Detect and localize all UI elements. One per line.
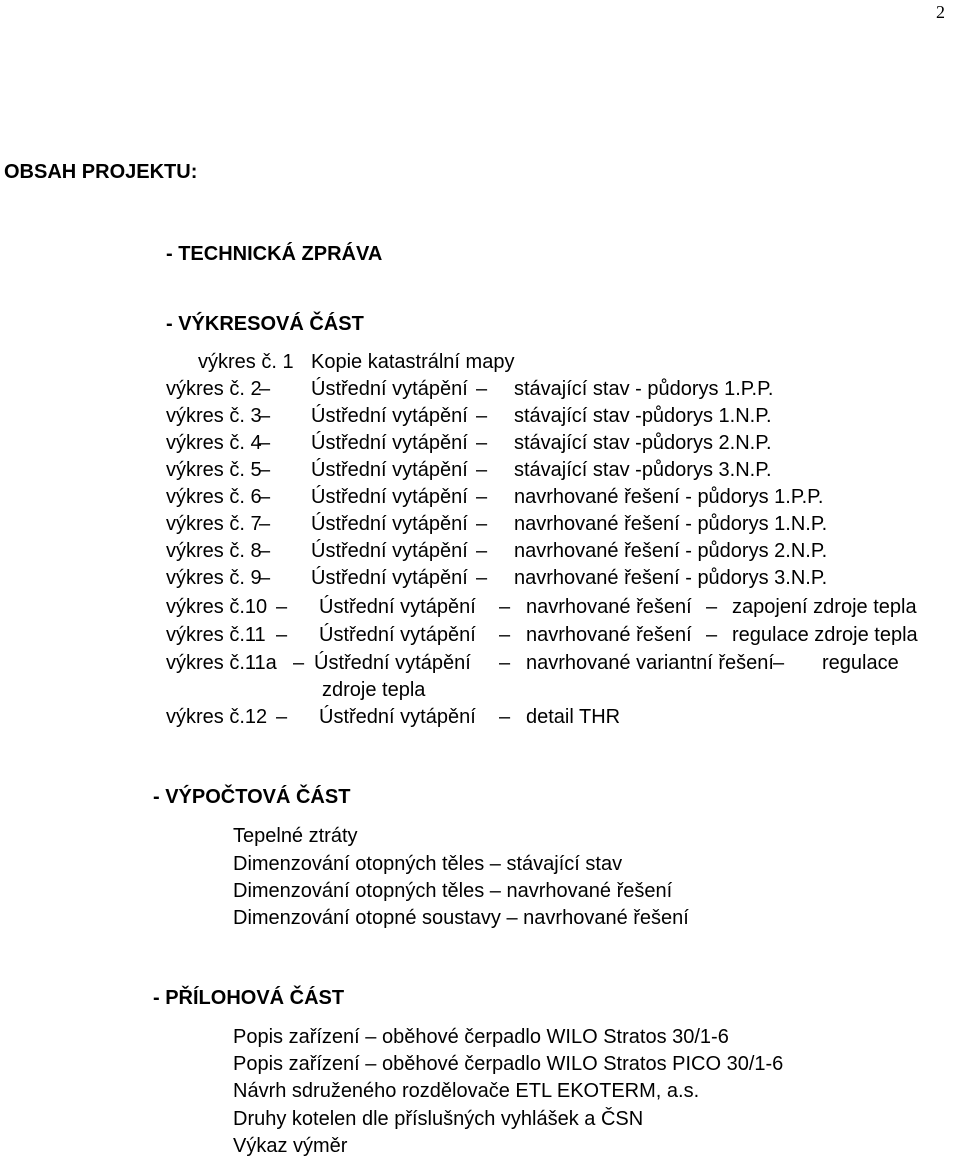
dash: –: [476, 513, 488, 535]
dash: –: [259, 432, 271, 454]
dash: –: [476, 567, 488, 589]
drawing-sub: stávající stav -půdorys 1.N.P.: [514, 405, 772, 427]
attachment-item: Popis zařízení – oběhové čerpadlo WILO Stratos 30/1-6: [233, 1026, 729, 1048]
dash: –: [773, 652, 785, 674]
page-number: 2: [936, 2, 945, 22]
drawing-desc: Ústřední vytápění: [311, 459, 468, 481]
drawing-label: výkres č. 4: [166, 432, 262, 454]
section-prilohova: - PŘÍLOHOVÁ ČÁST: [153, 987, 345, 1009]
drawing-sub2: regulace zdroje tepla: [732, 624, 918, 646]
section-vypoctova: - VÝPOČTOVÁ ČÁST: [153, 786, 351, 808]
drawing-sub: stávající stav -půdorys 3.N.P.: [514, 459, 772, 481]
drawing-label: výkres č. 6: [166, 486, 262, 508]
drawing-sub: navrhované řešení: [526, 624, 692, 646]
page-title: OBSAH PROJEKTU:: [4, 161, 198, 183]
dash: –: [706, 596, 718, 618]
drawing-desc: Ústřední vytápění: [311, 405, 468, 427]
drawing-desc: Ústřední vytápění: [311, 486, 468, 508]
dash: –: [276, 706, 288, 728]
dash: –: [259, 486, 271, 508]
calc-item: Dimenzování otopné soustavy – navrhované řešení: [233, 907, 689, 929]
calc-item: Dimenzování otopných těles – navrhované řešení: [233, 880, 673, 902]
dash: –: [476, 459, 488, 481]
dash: –: [276, 624, 288, 646]
drawing-label: výkres č. 9: [166, 567, 262, 589]
drawing-sub: stávající stav - půdorys 1.P.P.: [514, 378, 774, 400]
dash: –: [476, 540, 488, 562]
drawing-sub2: zapojení zdroje tepla: [732, 596, 917, 618]
dash: –: [499, 706, 511, 728]
drawing-label: výkres č. 1: [198, 351, 294, 373]
drawing-sub: detail THR: [526, 706, 621, 728]
drawing-label: výkres č.11: [166, 624, 266, 646]
attachment-item: Výkaz výměr: [233, 1135, 348, 1157]
dash: –: [259, 567, 271, 589]
drawing-label: výkres č. 2: [166, 378, 262, 400]
dash: –: [276, 596, 288, 618]
drawing-label: výkres č. 5: [166, 459, 262, 481]
drawing-sub: navrhované řešení - půdorys 2.N.P.: [514, 540, 828, 562]
dash: –: [259, 378, 271, 400]
drawing-sub: navrhované řešení - půdorys 1.P.P.: [514, 486, 824, 508]
drawing-sub: navrhované řešení - půdorys 1.N.P.: [514, 513, 828, 535]
drawing-desc: Kopie katastrální mapy: [311, 351, 515, 373]
dash: –: [476, 405, 488, 427]
calc-item: Dimenzování otopných těles – stávající stav: [233, 853, 623, 875]
dash: –: [499, 652, 511, 674]
dash: –: [476, 378, 488, 400]
calc-item: Tepelné ztráty: [233, 825, 358, 847]
dash: –: [259, 405, 271, 427]
drawing-sub: navrhované řešení - půdorys 3.N.P.: [514, 567, 828, 589]
dash: –: [706, 624, 718, 646]
dash: –: [499, 624, 511, 646]
dash: –: [259, 513, 271, 535]
drawing-desc: Ústřední vytápění: [319, 624, 476, 646]
dash: –: [476, 486, 488, 508]
drawing-desc: Ústřední vytápění: [311, 432, 468, 454]
drawing-desc: Ústřední vytápění: [319, 706, 476, 728]
drawing-label: výkres č.11a: [166, 652, 277, 674]
drawing-desc: Ústřední vytápění: [311, 378, 468, 400]
dash: –: [293, 652, 305, 674]
dash: –: [499, 596, 511, 618]
dash: –: [259, 459, 271, 481]
section-vykresova: - VÝKRESOVÁ ČÁST: [166, 313, 364, 335]
drawing-label: výkres č.10: [166, 596, 268, 618]
drawing-sub: navrhované variantní řešení: [526, 652, 774, 674]
drawing-desc: Ústřední vytápění: [311, 567, 468, 589]
drawing-label: výkres č. 8: [166, 540, 262, 562]
attachment-item: Druhy kotelen dle příslušných vyhlášek a ČSN: [233, 1108, 644, 1130]
attachment-item: Návrh sdruženého rozdělovače ETL EKOTERM, a.s.: [233, 1080, 700, 1102]
drawing-label: výkres č. 7: [166, 513, 262, 535]
drawing-sub: navrhované řešení: [526, 596, 692, 618]
dash: –: [476, 432, 488, 454]
drawing-desc: Ústřední vytápění: [319, 596, 476, 618]
section-technicka: - TECHNICKÁ ZPRÁVA: [166, 243, 383, 265]
drawing-desc: Ústřední vytápění: [311, 513, 468, 535]
attachment-item: Popis zařízení – oběhové čerpadlo WILO Stratos PICO 30/1-6: [233, 1053, 784, 1075]
drawing-desc: Ústřední vytápění: [314, 652, 471, 674]
drawing-cont: zdroje tepla: [322, 679, 426, 701]
drawing-desc: Ústřední vytápění: [311, 540, 468, 562]
drawing-label: výkres č. 3: [166, 405, 262, 427]
dash: –: [259, 540, 271, 562]
drawing-label: výkres č.12: [166, 706, 268, 728]
drawing-sub2: regulace: [822, 652, 899, 674]
drawing-sub: stávající stav -půdorys 2.N.P.: [514, 432, 772, 454]
